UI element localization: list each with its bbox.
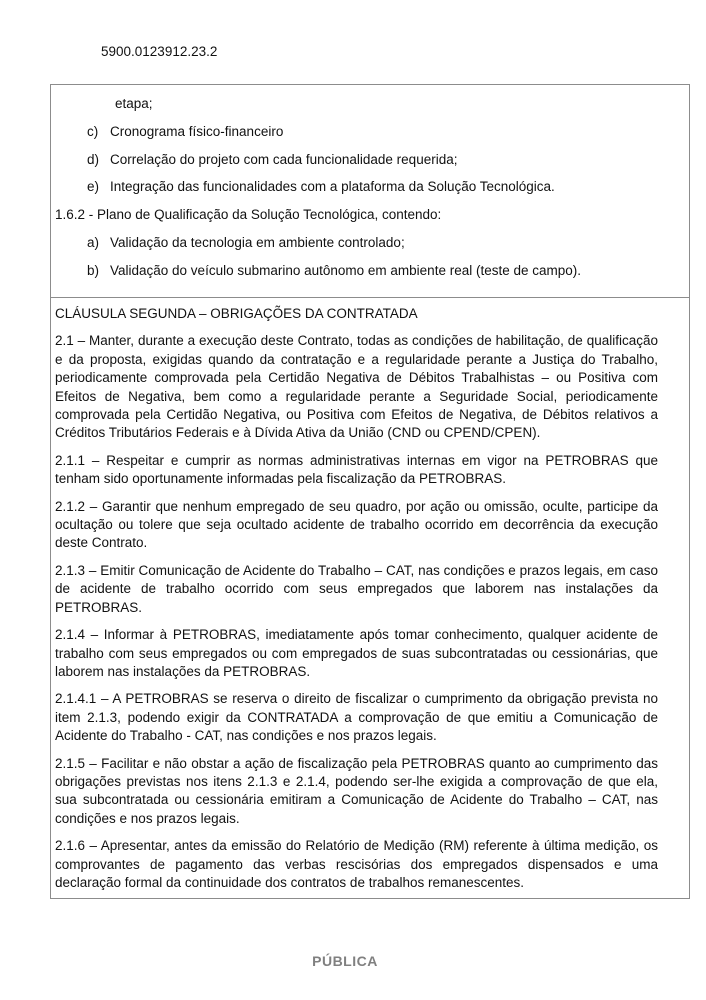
list-item-c: [55, 123, 658, 141]
item-label: c): [87, 123, 99, 139]
item-text: Integração das funcionalidades com a plataforma da Solução Tecnológica.: [110, 179, 555, 195]
paragraph-2-1-2: 2.1.2 – Garantir que nenhum empregado de seu quadro, por ação ou omissão, oculte, participe da ocultação ou tolere que seja ocultado acidente de trabalho ocorrido em decorrência da execução deste Contrato.: [55, 498, 658, 551]
continuation-text: etapa;: [115, 96, 153, 111]
item-text: Validação da tecnologia em ambiente controlado;: [110, 234, 405, 250]
item-text: Validação do veículo submarino autônomo em ambiente real (teste de campo).: [110, 262, 582, 278]
clause-1-6-2-heading: 1.6.2 - Plano de Qualificação da Solução Tecnológica, contendo:: [55, 207, 442, 223]
paragraph-2-1-5: 2.1.5 – Facilitar e não obstar a ação de fiscalização pela PETROBRAS quanto ao cumprimento das obrigações previstas nos itens 2.1.3 e 2.1.4, podendo ser-lhe exigida a comprovação de que ela, sua subcontratada ou cessionária emitiram a Comunicação de Acidente do Trabalho – CAT, nas condições e nos prazos legais.: [55, 755, 658, 826]
paragraph-2-1-6: 2.1.6 – Apresentar, antes da emissão do Relatório de Medição (RM) referente à última medição, os comprovantes de pagamento das verbas rescisórias dos empregados dispensados e uma declaração formal da continuidade dos contratos de trabalhos remanescentes.: [55, 838, 658, 890]
item-label: b): [87, 262, 100, 278]
list-item-b: [55, 262, 658, 280]
classification-footer: PÚBLICA: [312, 953, 378, 969]
paragraph-2-1-4-1: 2.1.4.1 – A PETROBRAS se reserva o direito de fiscalizar o cumprimento da obrigação prevista no item 2.1.3, podendo exigir da CONTRATADA a comprovação de que emitiu a Comunicação de Acidente do Trabalho - CAT, nas condições e nos prazos legais.: [55, 691, 658, 744]
item-text: Correlação do projeto com cada funcionalidade requerida;: [110, 151, 458, 167]
list-item-e: [55, 178, 658, 196]
item-label: a): [87, 234, 100, 250]
section-clause-second-obligations: [51, 298, 689, 898]
paragraph-2-1-3: 2.1.3 – Emitir Comunicação de Acidente do Trabalho – CAT, nas condições e prazos legais, em caso de acidente de trabalho ocorrido com seus empregados que laborem nas instalações da PETROBRAS.: [55, 562, 658, 615]
item-label: e): [87, 179, 100, 195]
contract-content-box: [50, 84, 690, 899]
list-item-a: [55, 234, 658, 252]
paragraph-2-1: 2.1 – Manter, durante a execução deste Contrato, todas as condições de habilitação, de qualificação e da proposta, exigidas quando da contratação e a regularidade perante a Justiça do Trabalho, periodicamente comprovada pela Certidão Negativa de Débitos Trabalhistas – ou Positiva com Efeitos de Negativa, bem como a regularidade perante a Seguridade Social, periodicamente comprovada pela Certidão Negativa, ou Positiva com Efeitos de Negativa, de Débitos relativos a Créditos Tributários Federais e à Dívida Ativa da União (CND ou CPEND/CPEN).: [55, 333, 658, 441]
section-qualification-plan: [51, 85, 689, 298]
item-text: Cronograma físico-financeiro: [110, 123, 284, 139]
item-label: d): [87, 151, 100, 167]
list-item-d: [55, 151, 658, 169]
paragraph-2-1-4: 2.1.4 – Informar à PETROBRAS, imediatamente após tomar conhecimento, qualquer acidente de trabalho com seus empregados ou com empregados de suas subcontratadas ou cessionárias, que laborem nas instalações da PETROBRAS.: [55, 627, 658, 679]
clause-second-heading: CLÁUSULA SEGUNDA – OBRIGAÇÕES DA CONTRATADA: [55, 306, 418, 321]
document-number: 5900.0123912.23.2: [101, 44, 218, 59]
paragraph-2-1-1: 2.1.1 – Respeitar e cumprir as normas administrativas internas em vigor na PETROBRAS que tenham sido oportunamente informadas pela fiscalização da PETROBRAS.: [55, 452, 658, 487]
